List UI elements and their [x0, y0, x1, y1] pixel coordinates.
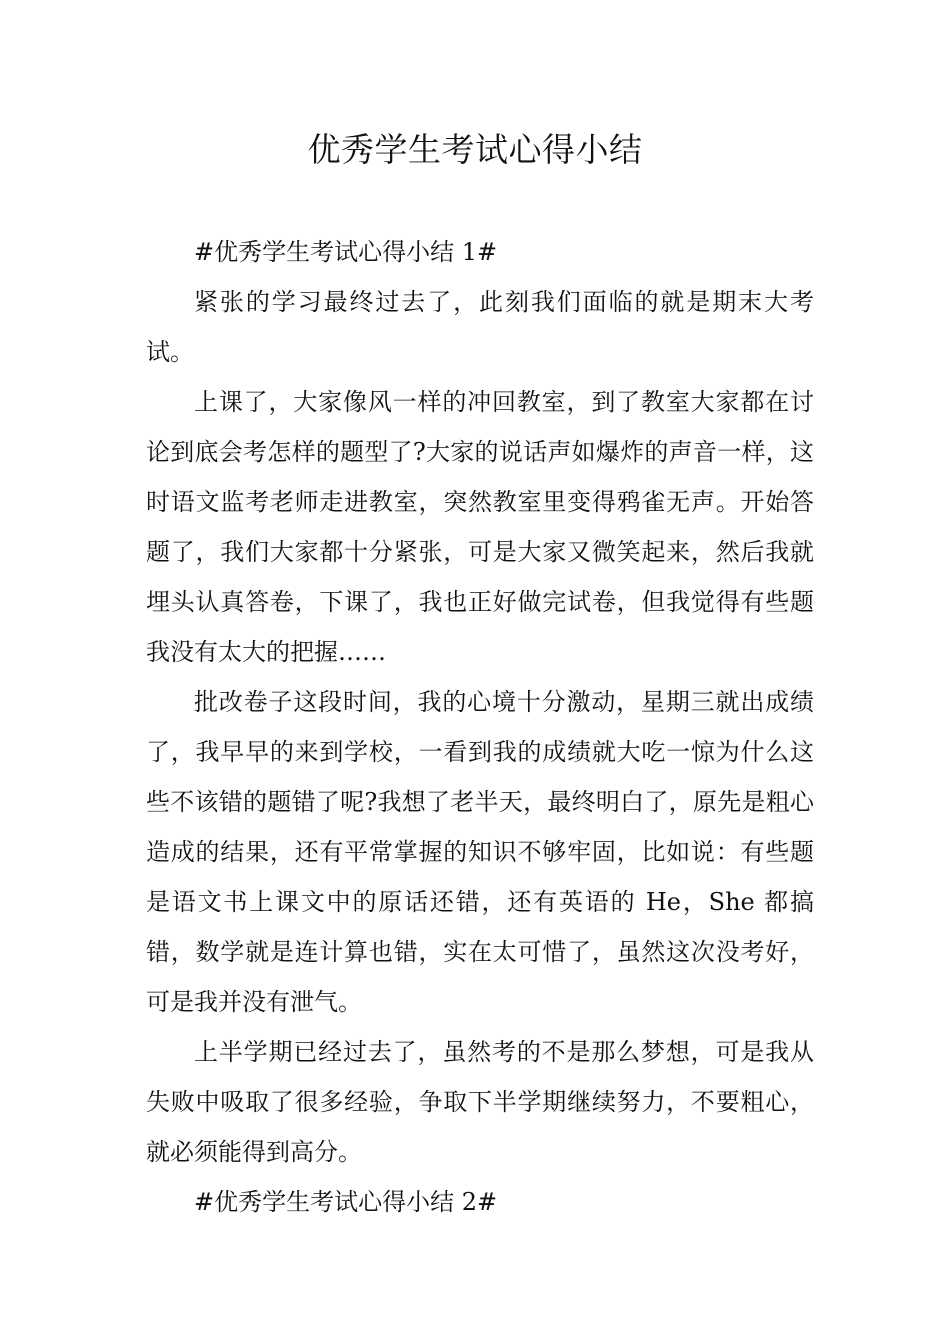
document-title: 优秀学生考试心得小结: [307, 130, 643, 169]
paragraph-3: 批改卷子这段时间，我的心境十分激动，星期三就出成绩了，我早早的来到学校，一看到我的成绩就大吃一惊为什么这些不该错的题错了呢?我想了老半天，最终明白了，原先是粗心造成的结果，还有平常掌握的知识不够牢固，比如说：有些题是语文书上课文中的原话还错，还有英语的 He，She 都搞错，数学就是连计算也错，实在太可惜了，虽然这次没考好，可是我并没有泄气。: [146, 688, 814, 1016]
paragraph-4: 上半学期已经过去了，虽然考的不是那么梦想，可是我从失败中吸取了很多经验，争取下半学期继续努力，不要粗心，就必须能得到高分。: [146, 1038, 814, 1166]
paragraph-1: 紧张的学习最终过去了，此刻我们面临的就是期末大考试。: [146, 288, 814, 366]
document-body: [146, 227, 814, 1227]
section-heading-1: #优秀学生考试心得小结 1#: [194, 238, 498, 266]
paragraph-2: 上课了，大家像风一样的冲回教室，到了教室大家都在讨论到底会考怎样的题型了?大家的说话声如爆炸的声音一样，这时语文监考老师走进教室，突然教室里变得鸦雀无声。开始答题了，我们大家都十分紧张，可是大家又微笑起来，然后我就埋头认真答卷，下课了，我也正好做完试卷，但我觉得有些题我没有太大的把握……: [146, 388, 814, 666]
section-heading-2: #优秀学生考试心得小结 2#: [194, 1188, 498, 1216]
